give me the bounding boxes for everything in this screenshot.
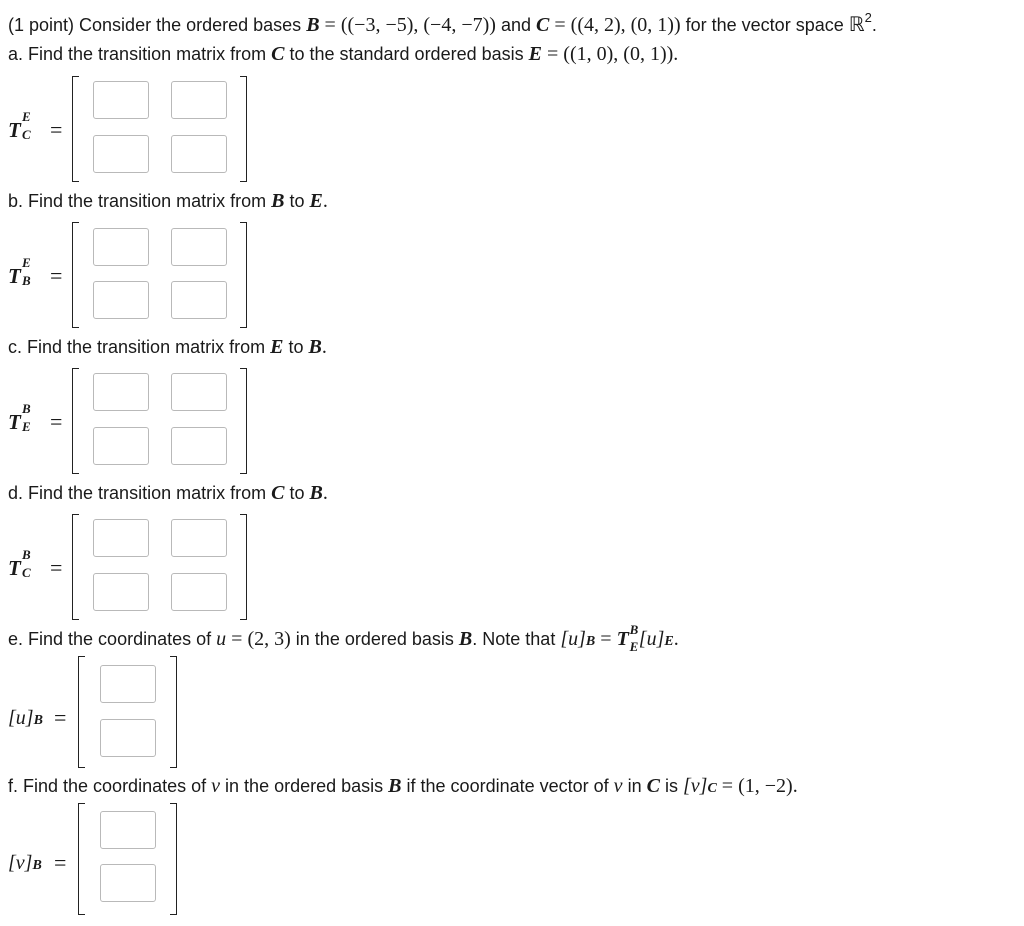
question-f-if-text: if the coordinate vector of — [406, 776, 609, 796]
for-text: for the vector space — [685, 15, 844, 35]
matrix-c-equals: = — [50, 409, 63, 434]
matrix-a-right-bracket — [240, 76, 247, 182]
matrix-d-T: T — [8, 556, 21, 580]
answer-f-r1[interactable] — [100, 811, 156, 849]
question-b-from: B — [271, 190, 285, 212]
matrix-c-sub: E — [22, 419, 31, 434]
question-f-end: . — [792, 775, 798, 797]
intro-period: . — [871, 15, 877, 35]
vector-e-left-bracket — [78, 656, 85, 768]
question-e — [8, 622, 679, 654]
question-e-text: e. Find the coordinates of — [8, 629, 212, 649]
question-d-text: d. Find the transition matrix from — [8, 483, 267, 503]
question-d-to-text: to — [289, 483, 305, 503]
question-e-basis: B — [458, 628, 473, 650]
answer-a-r2c2[interactable] — [171, 135, 227, 173]
question-b-to-text: to — [289, 191, 305, 211]
vector-f-label — [8, 852, 42, 875]
matrix-d-left-bracket — [72, 514, 79, 620]
question-a-end: . — [673, 43, 679, 65]
answer-a-r2c1[interactable] — [93, 135, 149, 173]
question-a-from: C — [271, 43, 285, 65]
matrix-d-sub: C — [22, 565, 31, 580]
question-e-end: . — [673, 628, 679, 650]
question-a-to-text: to the standard ordered basis — [289, 44, 524, 64]
answer-d-r1c2[interactable] — [171, 519, 227, 557]
question-c-from: E — [270, 336, 284, 358]
answer-a-r1c2[interactable] — [171, 81, 227, 119]
question-b-end: . — [322, 190, 328, 212]
question-f — [8, 775, 798, 800]
question-c-to: B — [308, 336, 322, 358]
question-f-mid: in the ordered basis — [225, 776, 384, 796]
matrix-c-right-bracket — [240, 368, 247, 474]
question-f-text: f. Find the coordinates of — [8, 776, 207, 796]
matrix-c-sup: B — [22, 401, 31, 416]
vector-e-right-bracket — [170, 656, 177, 768]
vector-e-label — [8, 707, 43, 730]
question-c — [8, 336, 327, 358]
basis-c-value: ((4, 2), (0, 1)) — [570, 14, 681, 36]
question-f-in-text: in — [627, 776, 642, 796]
matrix-a-sub: C — [22, 127, 31, 142]
vector-e-lhs: [u] — [8, 707, 34, 729]
vector-f-lhs-sub: B — [32, 858, 42, 873]
question-f-is-text: is — [664, 776, 678, 796]
vector-u-value: (2, 3) — [247, 628, 291, 650]
question-f-basis: B — [388, 775, 402, 797]
vector-space-exponent: 2 — [864, 10, 872, 25]
question-f-var2: v — [613, 775, 623, 797]
matrix-a-equals: = — [50, 117, 63, 142]
matrix-a-label — [8, 109, 31, 143]
vector-e-equals: = — [54, 705, 67, 730]
question-d — [8, 482, 328, 504]
formula-T-sup: B — [629, 622, 639, 637]
question-a — [8, 43, 678, 65]
matrix-d-sup: B — [22, 547, 31, 562]
question-c-to-text: to — [288, 337, 304, 357]
question-b-to: E — [309, 190, 323, 212]
question-e-var: u — [216, 628, 227, 650]
coord-vector: [v] — [682, 775, 708, 797]
question-e-note: . Note that — [472, 629, 556, 649]
answer-b-r2c1[interactable] — [93, 281, 149, 319]
question-c-text: c. Find the transition matrix from — [8, 337, 266, 357]
question-a-to: E — [528, 43, 542, 65]
question-f-var: v — [211, 775, 221, 797]
standard-basis-value: ((1, 0), (0, 1)) — [563, 43, 674, 65]
formula-T-sub: E — [629, 639, 639, 654]
vector-e-lhs-sub: B — [33, 713, 43, 728]
question-e-eq: = — [231, 628, 243, 650]
matrix-d-right-bracket — [240, 514, 247, 620]
matrix-c-left-bracket — [72, 368, 79, 474]
formula-left: [u] — [560, 628, 586, 650]
question-f-basis2: C — [646, 775, 660, 797]
vector-f-equals: = — [54, 850, 67, 875]
formula-T: T — [616, 628, 629, 650]
matrix-a-T: T — [8, 118, 21, 142]
answer-d-r1c1[interactable] — [93, 519, 149, 557]
answer-b-r1c1[interactable] — [93, 228, 149, 266]
formula-right-sub: E — [664, 634, 674, 649]
vector-space-symbol: ℝ — [848, 14, 865, 36]
basis-c-name: C — [536, 14, 550, 36]
vector-f-left-bracket — [78, 803, 85, 915]
matrix-d-label — [8, 547, 31, 581]
vector-f-lhs: [v] — [8, 852, 33, 874]
formula-eq: = — [600, 628, 612, 650]
answer-b-r1c2[interactable] — [171, 228, 227, 266]
matrix-b-sub: B — [22, 273, 31, 288]
answer-a-r1c1[interactable] — [93, 81, 149, 119]
answer-e-r1[interactable] — [100, 665, 156, 703]
question-e-mid: in the ordered basis — [295, 629, 454, 649]
coord-vector-sub: C — [707, 781, 717, 796]
matrix-b-sup: E — [22, 255, 31, 270]
matrix-a-left-bracket — [72, 76, 79, 182]
matrix-b-left-bracket — [72, 222, 79, 328]
answer-f-r2[interactable] — [100, 864, 156, 902]
answer-c-r2c1[interactable] — [93, 427, 149, 465]
question-b-text: b. Find the transition matrix from — [8, 191, 267, 211]
problem-intro: (1 point) Consider the ordered bases B = ((−3, −5), (−4, −7)) and C = ((4, 2), (0, 1)) for the vector space ℝ$^2$. — [8, 10, 877, 36]
answer-c-r2c2[interactable] — [171, 427, 227, 465]
matrix-b-equals: = — [50, 263, 63, 288]
question-f-eq: = — [721, 775, 734, 797]
coord-vector-value: (1, −2) — [738, 775, 793, 797]
answer-e-r2[interactable] — [100, 719, 156, 757]
question-d-from: C — [271, 482, 285, 504]
question-a-text: a. Find the transition matrix from — [8, 44, 267, 64]
answer-d-r2c1[interactable] — [93, 573, 149, 611]
answer-c-r1c1[interactable] — [93, 373, 149, 411]
question-b — [8, 190, 328, 212]
intro-text: (1 point) Consider the ordered bases — [8, 15, 302, 35]
question-c-end: . — [321, 336, 327, 358]
answer-d-r2c2[interactable] — [171, 573, 227, 611]
vector-f-right-bracket — [170, 803, 177, 915]
basis-b-value: ((−3, −5), (−4, −7)) — [340, 14, 496, 36]
question-d-to: B — [309, 482, 323, 504]
matrix-a-sup: E — [22, 109, 31, 124]
matrix-b-label — [8, 255, 31, 289]
question-d-end: . — [322, 482, 328, 504]
matrix-d-equals: = — [50, 555, 63, 580]
basis-b-name: B — [306, 14, 320, 36]
formula-right: [u] — [638, 628, 665, 650]
question-a-eq: = — [547, 43, 559, 65]
matrix-c-label — [8, 401, 31, 435]
answer-c-r1c2[interactable] — [171, 373, 227, 411]
matrix-c-T: T — [8, 410, 21, 434]
matrix-b-right-bracket — [240, 222, 247, 328]
formula-left-sub: B — [585, 634, 596, 649]
matrix-b-T: T — [8, 264, 21, 288]
and-text: and — [500, 15, 531, 35]
answer-b-r2c2[interactable] — [171, 281, 227, 319]
